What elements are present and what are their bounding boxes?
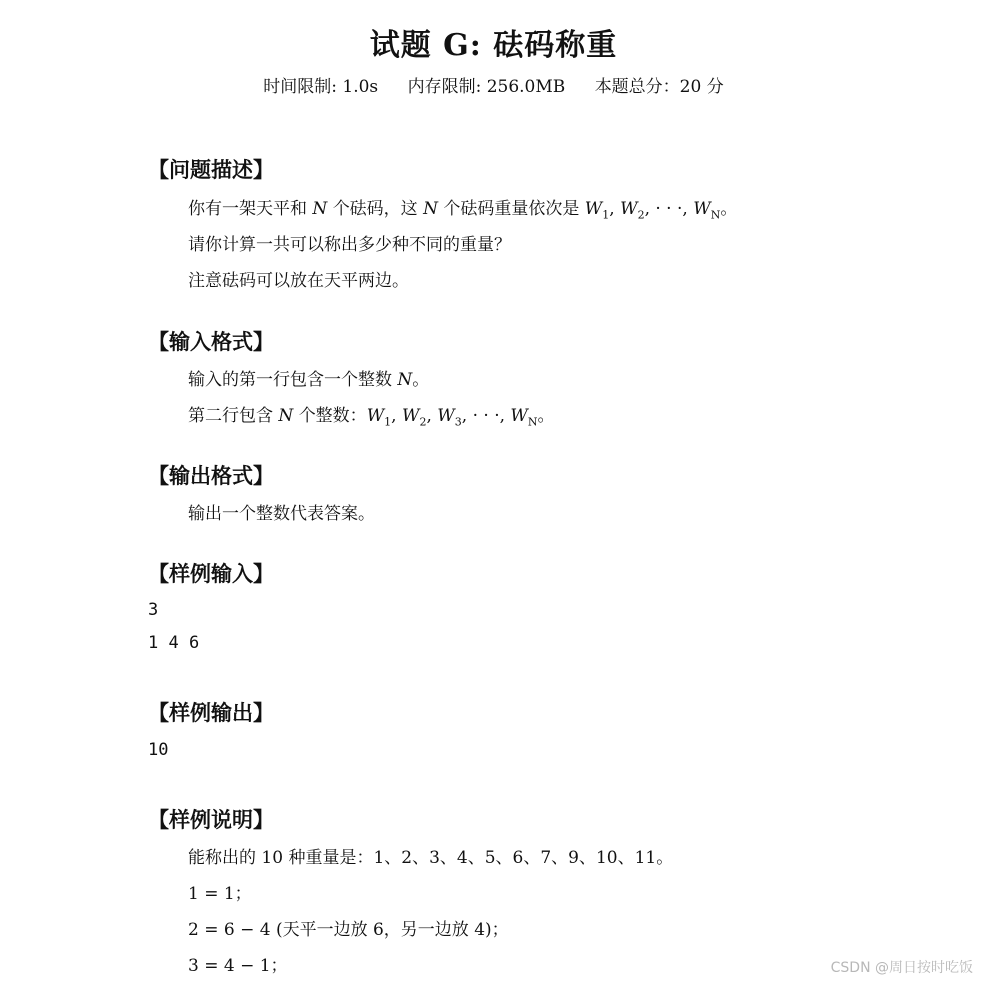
period: 。 (412, 370, 430, 390)
math-comma: , (426, 406, 438, 426)
math-subscript: N (527, 415, 538, 429)
section-heading-output: 【输出格式】 (148, 464, 274, 488)
period: 。 (537, 406, 555, 426)
math-N: N (278, 406, 294, 426)
math-W: W (584, 199, 603, 219)
description-line-1 (188, 198, 737, 226)
math-comma: , (682, 199, 694, 219)
math-subscript: 3 (454, 415, 462, 429)
math-W: W (401, 406, 420, 426)
math-cdots: · · · (655, 199, 683, 219)
explanation-line-1: 能称出的 10 种重量是：1、2、3、4、5、6、7、9、10、11。 (188, 848, 674, 868)
section-heading-input: 【输入格式】 (148, 330, 274, 354)
explanation-line-2: 1 = 1； (188, 884, 252, 904)
math-comma: , (461, 406, 473, 426)
page-title: 试题 G: 砝码称重 (369, 28, 618, 63)
math-W: W (693, 199, 711, 219)
math-comma: , (391, 406, 402, 426)
description-line-3: 注意砝码可以放在天平两边。 (188, 271, 409, 291)
input-line-2 (188, 405, 555, 433)
text-segment: 个砝码重量依次是 (443, 199, 580, 219)
math-subscript: 1 (602, 208, 610, 222)
text-segment: 你有一架天平和 (188, 199, 307, 219)
math-subscript: 2 (637, 208, 645, 222)
problem-meta (0, 72, 987, 97)
math-W: W (620, 199, 638, 219)
section-heading-sample-input: 【样例输入】 (148, 562, 274, 586)
math-comma: , (609, 199, 621, 219)
period: 。 (720, 199, 738, 219)
text-segment: 个砝码，这 (332, 199, 418, 219)
sample-input-line-1: 3 (148, 600, 159, 620)
math-W: W (510, 406, 528, 426)
memory-limit: 内存限制: 256.0MB (407, 77, 566, 97)
math-comma: , (499, 406, 511, 426)
math-subscript: N (710, 208, 721, 222)
text-segment: 第二行包含 (188, 406, 273, 426)
output-line-1: 输出一个整数代表答案。 (188, 504, 375, 524)
text-segment: 个整数： (298, 406, 367, 426)
math-cdots: · · · (472, 406, 500, 426)
math-W: W (437, 406, 455, 426)
section-heading-description: 【问题描述】 (148, 158, 274, 182)
sample-output-line-1: 10 (148, 740, 169, 760)
total-score: 本题总分：20 分 (594, 77, 724, 97)
explanation-line-4: 3 = 4 − 1； (188, 956, 288, 976)
text-segment: 输入的第一行包含一个整数 (188, 370, 392, 390)
math-N: N (397, 370, 413, 390)
math-N: N (312, 199, 328, 219)
description-line-2: 请你计算一共可以称出多少种不同的重量？ (188, 235, 511, 255)
math-subscript: 1 (384, 415, 392, 429)
explanation-line-3: 2 = 6 − 4 (天平一边放 6，另一边放 4)； (188, 920, 509, 940)
math-N: N (423, 199, 438, 219)
section-heading-explanation: 【样例说明】 (148, 808, 274, 832)
time-limit: 时间限制: 1.0s (263, 77, 379, 97)
sample-input-line-2: 1 4 6 (148, 633, 200, 653)
section-heading-sample-output: 【样例输出】 (148, 701, 274, 725)
input-line-1 (188, 369, 429, 391)
math-subscript: 2 (419, 415, 427, 429)
math-comma: , (644, 199, 656, 219)
watermark: CSDN @周日按时吃饭 (830, 960, 973, 976)
math-W: W (366, 406, 385, 426)
